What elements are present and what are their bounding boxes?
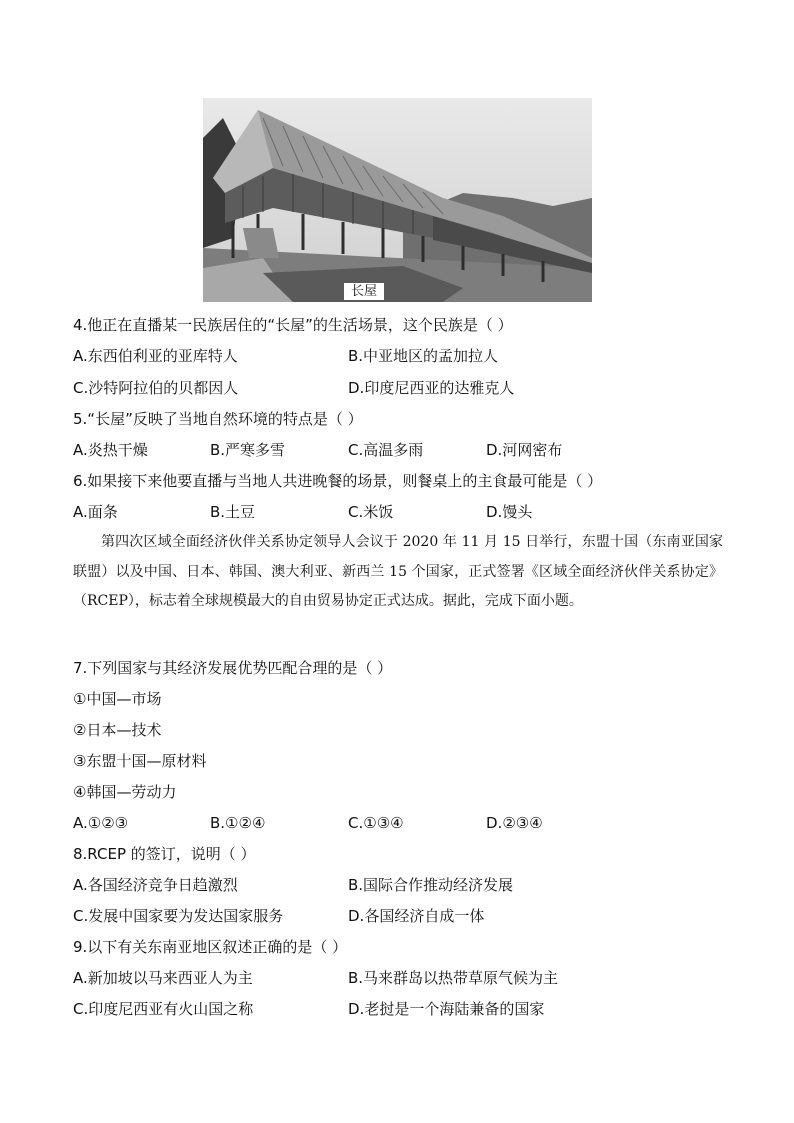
question-7-item-4: ④韩国—劳动力 — [73, 783, 177, 801]
question-8-option-b: B.国际合作推动经济发展 — [348, 876, 514, 894]
question-6-stem: 6.如果接下来他要直播与当地人共进晚餐的场景，则餐桌上的主食最可能是（ ） — [73, 472, 603, 490]
question-5-option-c: C.高温多雨 — [348, 441, 424, 459]
question-4-option-d: D.印度尼西亚的达雅克人 — [348, 379, 515, 397]
question-8-stem: 8.RCEP 的签订，说明（ ） — [73, 845, 256, 863]
reading-passage: 第四次区域全面经济伙伴关系协定领导人会议于 2020 年 11 月 15 日举行，东盟十国（东南亚国家联盟）以及中国、日本、韩国、澳大利亚、新西兰 15 个国家，正式签署《区域全面经济伙伴关系协定》（RCEP），标志着全球规模最大的自由贸易协定正式达成。据此，完成下面小题。 — [73, 534, 723, 609]
question-8-option-a: A.各国经济竞争日趋激烈 — [73, 876, 238, 894]
longhouse-illustration — [203, 98, 592, 302]
question-7-item-1: ①中国—市场 — [73, 690, 162, 708]
question-7-option-d: D.②③④ — [486, 814, 543, 832]
question-6-option-d: D.馒头 — [486, 503, 533, 521]
question-6-option-a: A.面条 — [73, 503, 118, 521]
question-7-option-c: C.①③④ — [348, 814, 404, 832]
question-9-option-b: B.马来群岛以热带草原气候为主 — [348, 969, 559, 987]
photo-caption: 长屋 — [344, 283, 384, 300]
question-4-option-b: B.中亚地区的孟加拉人 — [348, 347, 499, 365]
question-9-stem: 9.以下有关东南亚地区叙述正确的是（ ） — [73, 938, 348, 956]
question-6-option-c: C.米饭 — [348, 503, 394, 521]
question-5-option-a: A.炎热干燥 — [73, 441, 148, 459]
question-8-option-c: C.发展中国家要为发达国家服务 — [73, 907, 284, 925]
question-6-option-b: B.土豆 — [210, 503, 256, 521]
question-4-option-a: A.东西伯利亚的亚库特人 — [73, 347, 238, 365]
question-7-option-a: A.①②③ — [73, 814, 129, 832]
question-5-option-b: B.严寒多雪 — [210, 441, 286, 459]
question-5-stem: 5.“长屋”反映了当地自然环境的特点是（ ） — [73, 410, 363, 428]
question-9-option-d: D.老挝是一个海陆兼备的国家 — [348, 1000, 545, 1018]
question-5-option-d: D.河网密布 — [486, 441, 563, 459]
question-9-option-a: A.新加坡以马来西亚人为主 — [73, 969, 253, 987]
question-9-option-c: C.印度尼西亚有火山国之称 — [73, 1000, 254, 1018]
question-7-option-b: B.①②④ — [210, 814, 266, 832]
longhouse-photo — [203, 98, 592, 302]
question-4-option-c: C.沙特阿拉伯的贝都因人 — [73, 379, 239, 397]
question-7-stem: 7.下列国家与其经济发展优势匹配合理的是（ ） — [73, 659, 393, 677]
question-8-option-d: D.各国经济自成一体 — [348, 907, 485, 925]
question-7-item-2: ②日本—技术 — [73, 721, 162, 739]
question-7-item-3: ③东盟十国—原材料 — [73, 752, 207, 770]
question-4-stem: 4.他正在直播某一民族居住的“长屋”的生活场景，这个民族是（ ） — [73, 316, 513, 334]
